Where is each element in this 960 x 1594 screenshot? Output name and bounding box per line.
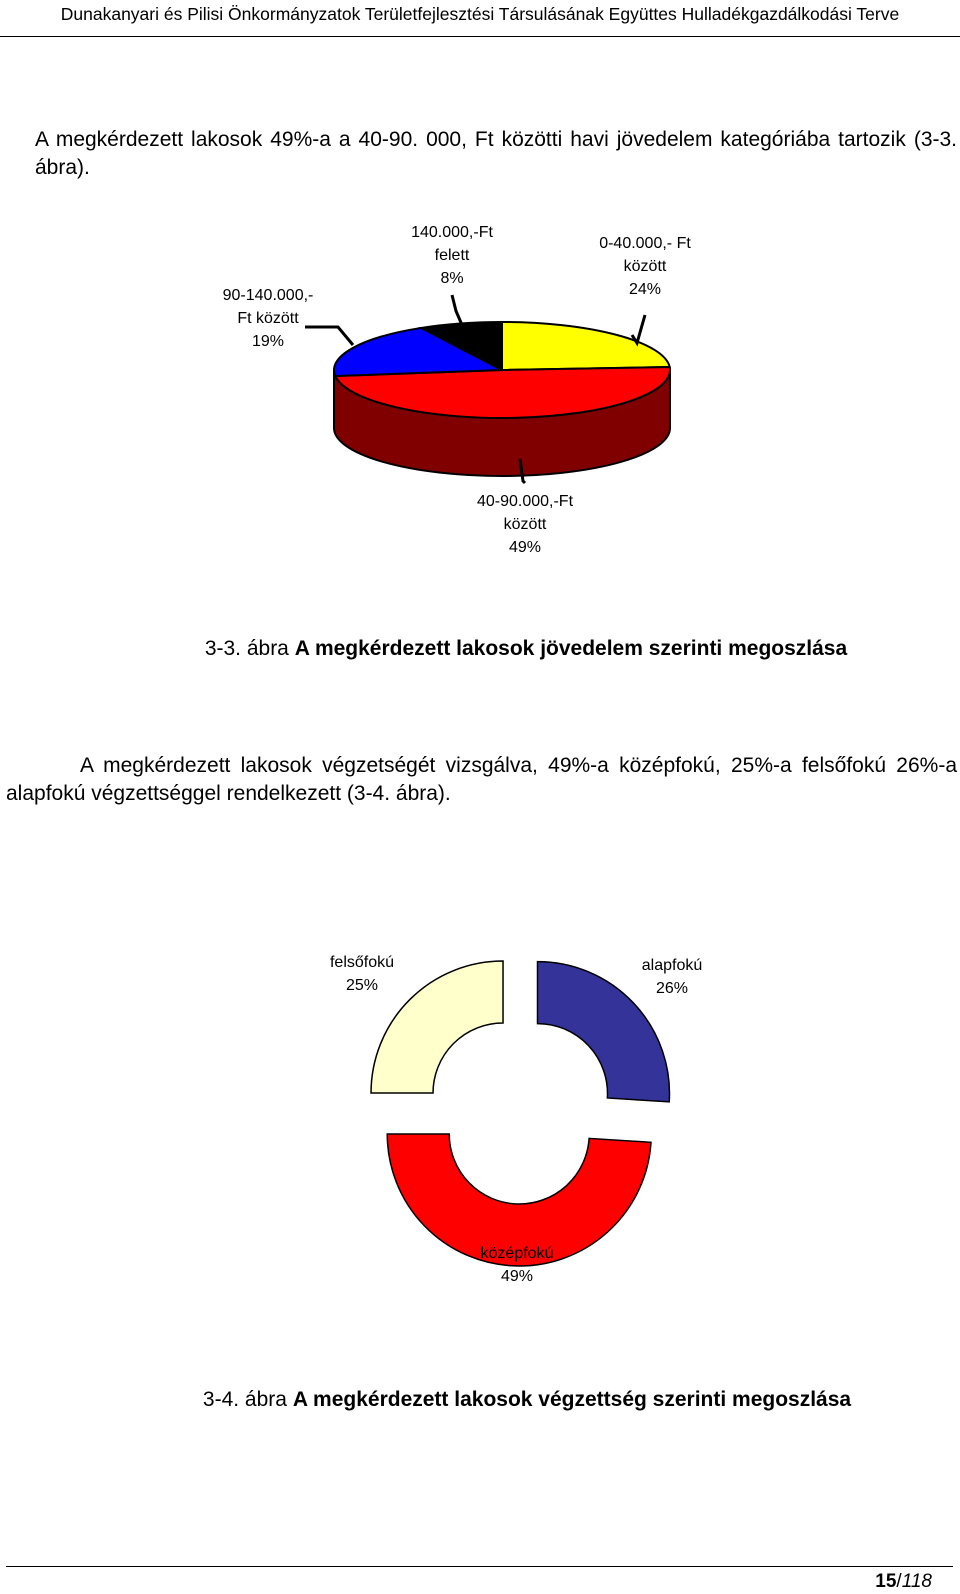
segment-alapfoku — [537, 962, 669, 1102]
document-header — [0, 0, 960, 37]
header-title: Dunakanyari és Pilisi Önkormányzatok Területfejlesztési Társulásának Együttes Hulladékgazdálkodási Terve — [60, 4, 900, 24]
leader-line — [305, 327, 353, 345]
figure-title: A megkérdezett lakosok jövedelem szerinti megoszlása — [294, 637, 848, 660]
figure-number: 3-3. ábra — [204, 637, 289, 660]
segment-felsofoku — [371, 961, 503, 1093]
data-label: alapfokú 26% — [641, 957, 703, 997]
figure-number: 3-4. ábra — [202, 1388, 287, 1411]
paragraph-education: A megkérdezett lakosok végzetségét vizsgálva, 49%-a középfokú, 25%-a felsőfokú 26%-a alapfokú végzettséggel rendelkezett (3-4. ábra). — [6, 754, 957, 805]
data-label: 40-90.000,-Ft között 49% — [476, 493, 574, 556]
income-pie-chart — [0, 215, 960, 575]
data-label: 140.000,-Ft felett 8% — [411, 224, 493, 287]
figure-caption-income — [46, 637, 960, 661]
slice-0-40k — [502, 322, 670, 370]
current-page: 15 — [875, 1571, 897, 1592]
figure-title: A megkérdezett lakosok végzettség szerinti megoszlása — [292, 1388, 852, 1411]
leader-line — [452, 295, 462, 325]
leader-line — [632, 315, 645, 343]
total-pages: 118 — [901, 1571, 932, 1592]
education-doughnut-chart — [0, 940, 960, 1320]
paragraph-income: A megkérdezett lakosok 49%-a a 40-90. 000, Ft közötti havi jövedelem kategóriába tartozik (3-3. ábra). — [35, 128, 957, 179]
figure-caption-education — [47, 1388, 960, 1412]
data-label: 90-140.000,-Ft között 19% — [222, 287, 314, 350]
page-number — [875, 1571, 932, 1593]
data-label: felsőfokú 25% — [329, 954, 395, 994]
data-label: középfokú 49% — [480, 1245, 554, 1285]
footer-divider — [6, 1566, 953, 1567]
data-label: 0-40.000,- Ft között 24% — [599, 235, 691, 298]
page-separator: / — [896, 1571, 902, 1592]
